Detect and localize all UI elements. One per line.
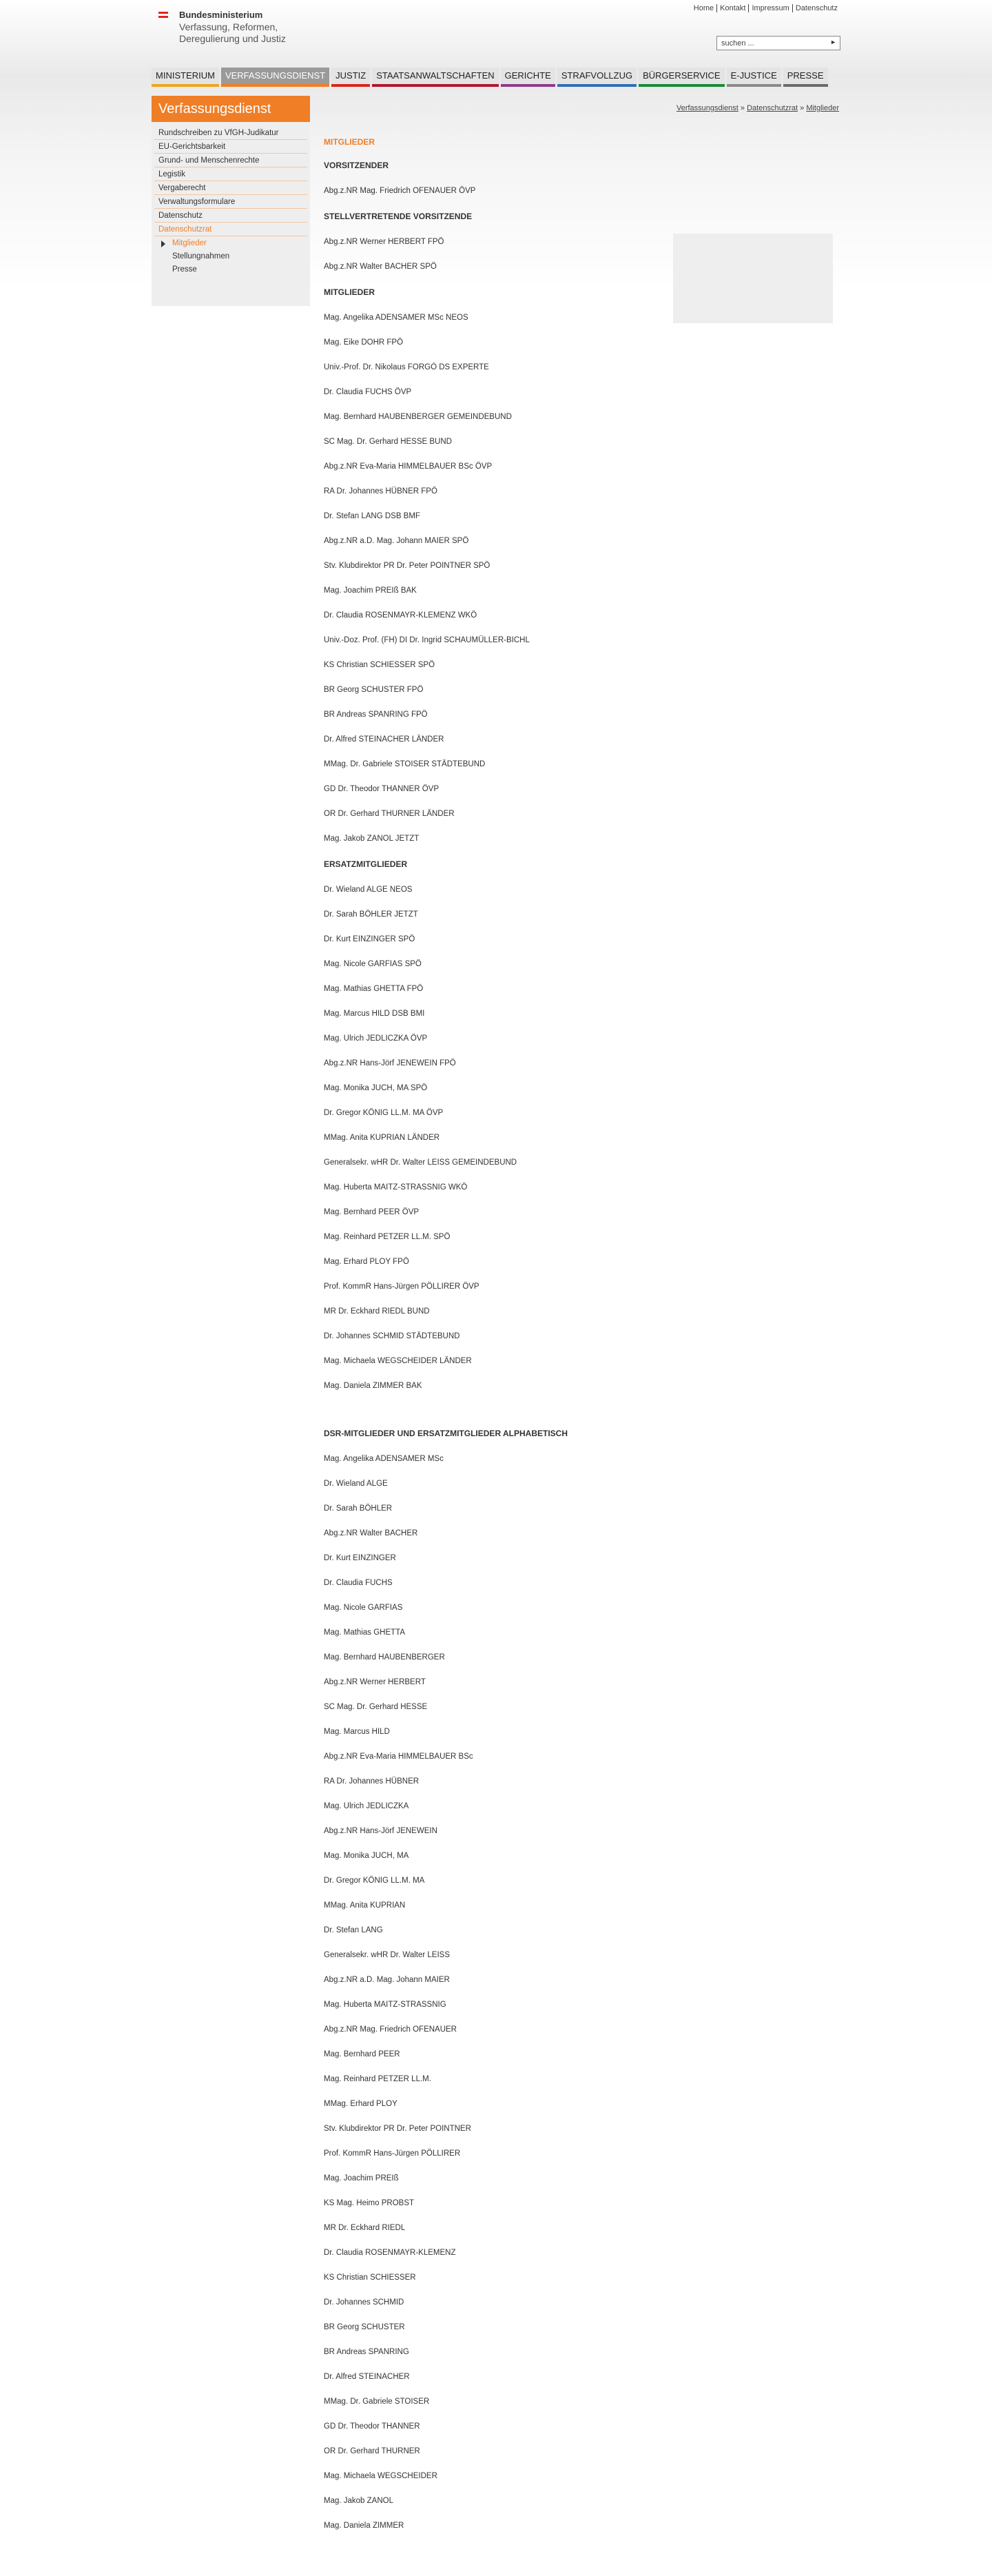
page-title: MITGLIEDER xyxy=(324,137,375,147)
member-entry: GD Dr. Theodor THANNER xyxy=(324,2422,420,2431)
member-entry: Mag. Bernhard HAUBENBERGER xyxy=(324,1653,445,1662)
member-entry: MMag. Anita KUPRIAN LÄNDER xyxy=(324,1134,440,1142)
sidebar-item-datenschutz[interactable]: Datenschutz xyxy=(154,209,307,223)
member-entry: Abg.z.NR Werner HERBERT xyxy=(324,1678,426,1686)
tab-ministerium[interactable]: MINISTERIUM xyxy=(152,68,219,87)
member-entry: Dr. Johannes SCHMID STÄDTEBUND xyxy=(324,1332,460,1340)
member-entry: MR Dr. Eckhard RIEDL xyxy=(324,2224,406,2232)
top-links xyxy=(691,4,840,12)
sidebar-subitem-mitglieder[interactable]: Mitglieder xyxy=(154,236,307,249)
member-entry: Univ.-Prof. Dr. Nikolaus FORGÓ DS EXPERTE xyxy=(324,363,489,371)
tab-e-justice[interactable]: E-JUSTICE xyxy=(727,68,781,87)
section-heading: MITGLIEDER xyxy=(324,287,375,297)
member-entry: Prof. KommR Hans-Jürgen PÖLLIRER ÖVP xyxy=(324,1282,479,1291)
member-entry: BR Georg SCHUSTER xyxy=(324,2323,405,2331)
section-heading: VORSITZENDER xyxy=(324,161,389,170)
austria-flag-icon xyxy=(158,12,168,18)
search-input[interactable] xyxy=(717,38,818,50)
member-entry: Abg.z.NR Mag. Friedrich OFENAUER ÖVP xyxy=(324,187,476,195)
member-entry: Mag. Jakob ZANOL xyxy=(324,2497,393,2505)
search-box xyxy=(716,36,840,50)
member-entry: Dr. Claudia ROSENMAYR-KLEMENZ WKÖ xyxy=(324,611,477,620)
member-entry: KS Mag. Heimo PROBST xyxy=(324,2199,415,2207)
breadcrumb-mitglieder[interactable]: Mitglieder xyxy=(806,104,839,112)
member-entry: Mag. Marcus HILD DSB BMI xyxy=(324,1010,425,1018)
section-heading: STELLVERTRETENDE VORSITZENDE xyxy=(324,212,473,221)
member-entry: Mag. Angelika ADENSAMER MSc xyxy=(324,1455,444,1463)
member-entry: Mag. Eike DOHR FPÖ xyxy=(324,338,404,347)
member-entry: KS Christian SCHIESSER SPÖ xyxy=(324,661,435,669)
tab-presse[interactable]: PRESSE xyxy=(783,68,828,87)
right-info-box xyxy=(673,234,833,323)
sidebar-menu xyxy=(152,122,310,306)
breadcrumb-verfassungsdienst[interactable]: Verfassungsdienst xyxy=(676,104,738,112)
sidebar-item-eu-gerichtsbarkeit[interactable]: EU-Gerichtsbarkeit xyxy=(154,140,307,154)
member-entry: MR Dr. Eckhard RIEDL BUND xyxy=(324,1307,430,1316)
toplink-kontakt[interactable]: Kontakt xyxy=(716,4,748,12)
logo-line-1: Bundesministerium xyxy=(179,10,263,20)
sidebar-item-legistik[interactable]: Legistik xyxy=(154,167,307,181)
member-entry: SC Mag. Dr. Gerhard HESSE xyxy=(324,1703,428,1711)
member-entry: Abg.z.NR Mag. Friedrich OFENAUER xyxy=(324,2025,457,2034)
arrow-right-icon xyxy=(161,241,165,247)
toplink-home[interactable]: Home xyxy=(693,4,714,12)
member-entry: Dr. Alfred STEINACHER LÄNDER xyxy=(324,735,444,744)
member-entry: Mag. Monika JUCH, MA xyxy=(324,1852,409,1860)
member-sections xyxy=(324,161,668,2530)
member-entry: Dr. Claudia FUCHS xyxy=(324,1579,393,1587)
member-entry: GD Dr. Theodor THANNER ÖVP xyxy=(324,785,440,793)
member-entry: BR Georg SCHUSTER FPÖ xyxy=(324,686,424,694)
member-entry: Mag. Nicole GARFIAS SPÖ xyxy=(324,960,422,968)
member-entry: Mag. Huberta MAITZ-STRASSNIG xyxy=(324,2001,446,2009)
member-entry: Abg.z.NR a.D. Mag. Johann MAIER SPÖ xyxy=(324,537,469,545)
member-entry: Dr. Wieland ALGE NEOS xyxy=(324,886,413,894)
member-entry: OR Dr. Gerhard THURNER xyxy=(324,2447,420,2455)
member-entry: Dr. Claudia FUCHS ÖVP xyxy=(324,388,412,396)
member-entry: MMag. Dr. Gabriele STOISER STÄDTEBUND xyxy=(324,760,486,768)
member-entry: Abg.z.NR Walter BACHER SPÖ xyxy=(324,263,437,271)
member-entry: Mag. Reinhard PETZER LL.M. SPÖ xyxy=(324,1233,451,1241)
page-body xyxy=(152,96,840,2530)
member-entry: MMag. Dr. Gabriele STOISER xyxy=(324,2398,430,2406)
member-entry: MMag. Erhard PLOY xyxy=(324,2100,397,2108)
member-entry: Mag. Daniela ZIMMER xyxy=(324,2522,404,2530)
tab-staatsanwaltschaften[interactable]: STAATSANWALTSCHAFTEN xyxy=(372,68,498,87)
member-entry: Mag. Monika JUCH, MA SPÖ xyxy=(324,1084,428,1092)
tab-strafvollzug[interactable]: STRAFVOLLZUG xyxy=(557,68,637,87)
member-entry: Mag. Michaela WEGSCHEIDER LÄNDER xyxy=(324,1357,472,1365)
page-wrapper xyxy=(152,0,840,2530)
member-entry: Dr. Stefan LANG DSB BMF xyxy=(324,512,420,520)
member-entry: Mag. Ulrich JEDLICZKA ÖVP xyxy=(324,1034,428,1043)
member-entry: Mag. Erhard PLOY FPÖ xyxy=(324,1258,409,1266)
member-entry: Abg.z.NR Hans-Jörf JENEWEIN FPÖ xyxy=(324,1059,456,1067)
section-heading: ERSATZMITGLIEDER xyxy=(324,859,408,869)
sidebar-item-rundschreiben[interactable]: Rundschreiben zu VfGH-Judikatur xyxy=(154,126,307,140)
member-entry: Mag. Mathias GHETTA FPÖ xyxy=(324,985,424,993)
member-entry: Dr. Alfred STEINACHER xyxy=(324,2373,410,2381)
member-entry: Mag. Reinhard PETZER LL.M. xyxy=(324,2075,431,2083)
member-entry: SC Mag. Dr. Gerhard HESSE BUND xyxy=(324,438,452,446)
main-navigation xyxy=(152,59,840,91)
member-entry: Univ.-Doz. Prof. (FH) DI Dr. Ingrid SCHAUMÜLLER-BICHL xyxy=(324,636,530,644)
toplink-datenschutz[interactable]: Datenschutz xyxy=(792,4,840,12)
sidebar-subitem-stellungnahmen[interactable]: Stellungnahmen xyxy=(172,252,230,260)
member-entry: Dr. Kurt EINZINGER xyxy=(324,1554,396,1562)
member-entry: KS Christian SCHIESSER xyxy=(324,2273,416,2282)
member-entry: Generalsekr. wHR Dr. Walter LEISS xyxy=(324,1951,450,1959)
member-entry: Mag. Michaela WEGSCHEIDER xyxy=(324,2472,437,2480)
sidebar-item-vergaberecht[interactable]: Vergaberecht xyxy=(154,181,307,195)
sidebar-item-grundrechte[interactable]: Grund- und Menschenrechte xyxy=(154,154,307,167)
header xyxy=(152,0,840,59)
main-content xyxy=(324,96,839,2530)
member-entry: Dr. Gregor KÖNIG LL.M. MA xyxy=(324,1877,425,1885)
main-area xyxy=(152,96,840,2530)
member-entry: Mag. Marcus HILD xyxy=(324,1728,390,1736)
member-entry: Dr. Sarah BÖHLER xyxy=(324,1504,393,1513)
member-entry: Dr. Gregor KÖNIG LL.M. MA ÖVP xyxy=(324,1109,444,1117)
tab-gerichte[interactable]: GERICHTE xyxy=(501,68,555,87)
member-entry: Dr. Stefan LANG xyxy=(324,1926,383,1934)
member-entry: Mag. Jakob ZANOL JETZT xyxy=(324,835,420,843)
member-entry: Dr. Johannes SCHMID xyxy=(324,2298,404,2307)
tab-justiz[interactable]: JUSTIZ xyxy=(331,68,370,87)
sidebar-item-datenschutzrat[interactable]: Datenschutzrat xyxy=(154,223,307,236)
member-entry: Abg.z.NR Hans-Jörf JENEWEIN xyxy=(324,1827,437,1835)
member-entry: Mag. Joachim PREIß BAK xyxy=(324,586,417,595)
member-entry: Mag. Joachim PREIß xyxy=(324,2174,399,2183)
toplink-impressum[interactable]: Impressum xyxy=(748,4,792,12)
member-entry: Mag. Ulrich JEDLICZKA xyxy=(324,1802,409,1810)
member-entry: Mag. Angelika ADENSAMER MSc NEOS xyxy=(324,314,468,322)
sidebar-item-verwaltungsformulare[interactable]: Verwaltungsformulare xyxy=(154,195,307,209)
member-entry: Mag. Mathias GHETTA xyxy=(324,1628,406,1637)
member-entry: Mag. Huberta MAITZ-STRASSNIG WKÖ xyxy=(324,1183,468,1192)
member-entry: Mag. Daniela ZIMMER BAK xyxy=(324,1382,422,1390)
member-entry: BR Andreas SPANRING xyxy=(324,2348,409,2356)
member-entry: BR Andreas SPANRING FPÖ xyxy=(324,711,428,719)
member-entry: Stv. Klubdirektor PR Dr. Peter POINTNER SPÖ xyxy=(324,562,490,570)
tab-verfassungsdienst[interactable]: VERFASSUNGSDIENST xyxy=(221,68,329,87)
member-entry: RA Dr. Johannes HÜBNER xyxy=(324,1777,420,1786)
logo-line-2: Verfassung, Reformen, Deregulierung und Justiz xyxy=(179,21,286,44)
member-entry: Abg.z.NR Walter BACHER xyxy=(324,1529,418,1537)
member-entry: Stv. Klubdirektor PR Dr. Peter POINTNER xyxy=(324,2125,471,2133)
member-entry: Mag. Nicole GARFIAS xyxy=(324,1604,403,1612)
member-entry: RA Dr. Johannes HÜBNER FPÖ xyxy=(324,487,437,495)
member-entry: Abg.z.NR a.D. Mag. Johann MAIER xyxy=(324,1976,450,1984)
member-entry: Dr. Kurt EINZINGER SPÖ xyxy=(324,935,415,943)
search-submit-icon[interactable]: ► xyxy=(830,39,836,45)
member-entry: Abg.z.NR Werner HERBERT FPÖ xyxy=(324,238,444,246)
sidebar-subitem-presse[interactable]: Presse xyxy=(172,265,197,274)
member-entry: MMag. Anita KUPRIAN xyxy=(324,1901,406,1910)
sidebar xyxy=(152,96,310,2530)
member-entry: Mag. Bernhard PEER ÖVP xyxy=(324,1208,420,1216)
member-entry: Abg.z.NR Eva-Maria HIMMELBAUER BSc ÖVP xyxy=(324,462,493,471)
breadcrumb: Verfassungsdienst » Datenschutzrat » Mitglieder xyxy=(676,104,839,112)
member-entry: Dr. Claudia ROSENMAYR-KLEMENZ xyxy=(324,2249,456,2257)
breadcrumb-datenschutzrat[interactable]: Datenschutzrat xyxy=(747,104,798,112)
member-entry: Abg.z.NR Eva-Maria HIMMELBAUER BSc xyxy=(324,1752,473,1761)
member-entry: Dr. Wieland ALGE xyxy=(324,1480,388,1488)
member-entry: Mag. Bernhard HAUBENBERGER GEMEINDEBUND xyxy=(324,413,512,421)
section-heading: DSR-MITGLIEDER UND ERSATZMITGLIEDER ALPHABETISCH xyxy=(324,1429,568,1438)
sidebar-title: Verfassungsdienst xyxy=(152,96,310,122)
member-entry: Generalsekr. wHR Dr. Walter LEISS GEMEINDEBUND xyxy=(324,1158,517,1167)
member-entry: OR Dr. Gerhard THURNER LÄNDER xyxy=(324,810,455,818)
tab-buergerservice[interactable]: BÜRGERSERVICE xyxy=(639,68,724,87)
member-entry: Prof. KommR Hans-Jürgen PÖLLIRER xyxy=(324,2149,461,2158)
member-entry: Mag. Bernhard PEER xyxy=(324,2050,400,2058)
member-entry: Dr. Sarah BÖHLER JETZT xyxy=(324,910,418,919)
